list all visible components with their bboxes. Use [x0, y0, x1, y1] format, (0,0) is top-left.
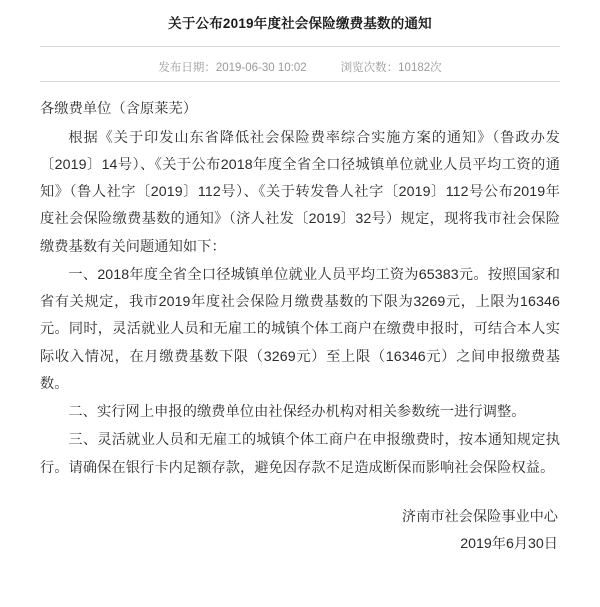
paragraph-salutation: 各缴费单位（含原莱芜）: [40, 101, 198, 118]
signature-block: [40, 504, 560, 558]
document-meta: [40, 47, 560, 81]
paragraph-basis: 根据《关于印发山东省降低社会保险费率综合实施方案的通知》（鲁政办发〔2019〕14号）、《关于公布2018年度全省全口径城镇单位就业人员平均工资的通知》（鲁人社字〔2019〕112号）、《关于转发鲁人社字〔2019〕112号公布2019年度社会保险缴费基数的通知》（济人社发〔2019〕32号）规定，现将我市社会保险缴费基数有关问题通知如下：: [40, 129, 560, 255]
paragraph-item-two: 二、实行网上申报的缴费单位由社保经办机构对相关参数统一进行调整。: [68, 404, 526, 421]
page-title: 关于公布2019年度社会保险缴费基数的通知: [168, 16, 432, 31]
paragraph-item-three: 三、灵活就业人员和无雇工的城镇个体工商户在申报缴费时，按本通知规定执行。请确保在银行卡内足额存款，避免因存款不足造成断保而影响社会保险权益。: [40, 432, 560, 476]
document-body: [40, 96, 560, 482]
publish-date: [158, 59, 306, 75]
view-count: [341, 59, 442, 75]
meta-divider: [40, 81, 560, 82]
paragraph-item-one: 一、2018年度全省全口径城镇单位就业人员平均工资为65383元。按照国家和省有关规定，我市2019年度社会保险月缴费基数的下限为3269元，上限为16346元。同时，灵活就业人员和无雇工的城镇个体工商户在缴费申报时，可结合本人实际收入情况，在月缴费基数下限（3269元）至上限（16346元）之间申报缴费基数。: [40, 266, 560, 392]
view-count-label: 浏览次数：: [340, 62, 399, 75]
view-count-value: 10182次: [398, 62, 442, 75]
signature-date: 2019年6月30日: [460, 535, 558, 552]
signature-org: 济南市社会保险事业中心: [401, 508, 558, 525]
publish-date-value: 2019-06-30 10:02: [215, 62, 307, 75]
publish-date-label: 发布日期：: [158, 62, 216, 75]
